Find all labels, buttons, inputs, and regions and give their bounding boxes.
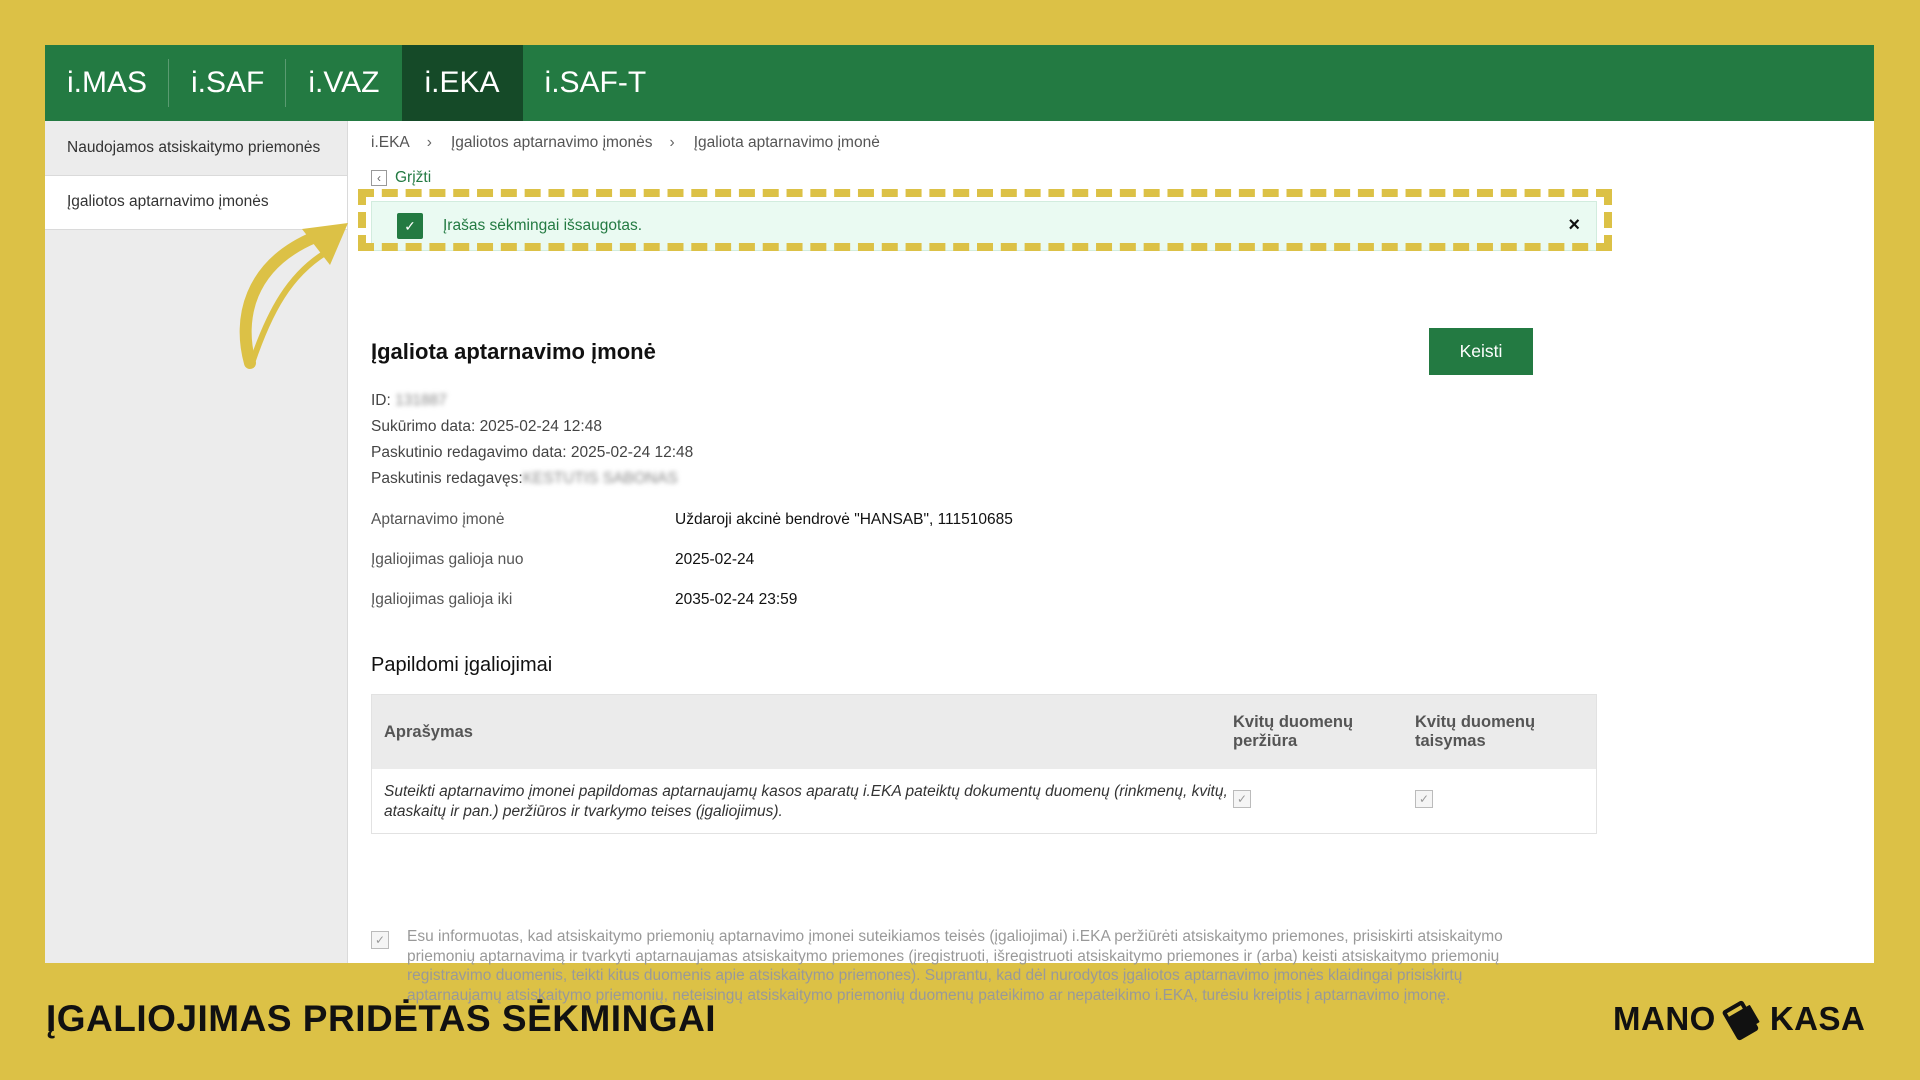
meta-editor [371,466,693,492]
breadcrumb [371,134,880,152]
sidebar-item-authorized-companies[interactable]: Įgaliotos aptarnavimo įmonės [45,176,347,230]
meta-editor-label: Paskutinis redagavęs: [371,470,523,487]
header-edit: Kvitų duomenų taisymas [1415,713,1536,750]
wallet-icon [1720,996,1766,1042]
breadcrumb-separator: › [669,134,675,151]
logo-left-text: MANO [1613,1000,1716,1037]
breadcrumb-item-current: Įgaliota aptarnavimo įmonė [693,134,880,151]
meta-created [371,414,693,440]
permissions-table [371,694,1597,834]
meta-id [371,388,693,414]
caption-title: ĮGALIOJIMAS PRIDĖTAS SĖKMINGAI [46,998,717,1039]
tab-isaf-t[interactable]: i.SAF-T [544,66,647,99]
header-view: Kvitų duomenų peržiūra [1233,713,1354,750]
edit-permission-checkbox[interactable]: ✓ [1415,790,1433,808]
breadcrumb-item-ieka[interactable]: i.EKA [371,134,410,151]
view-permission-checkbox[interactable]: ✓ [1233,790,1251,808]
meta-created-label: Sukūrimo data: [371,418,476,435]
page-title: Įgaliota aptarnavimo įmonė [371,339,656,364]
tab-ivaz[interactable]: i.VAZ [308,66,380,99]
check-icon: ✓ [397,213,423,239]
consent-text: Esu informuotas, kad atsiskaitymo priemonių aptarnavimo įmonei suteikiamos teisės (įgaliojimai) i.EKA peržiūrėti atsiskaitymo priemones, prisiskirti atsiskaitymo priemonių aptarnavimą ir tvarkyti aptarnaujamas atsiskaitymo priemones (įregistruoti, išregistruoti atsiskaitymo priemones ir (arba) keisti atsiskaitymo priemonių registravimo duomenis, teikti kitus duomenis apie atsiskaitymo priemones). Suprantu, kad dėl nurodytos įgaliotos aptarnavimo įmonės klaidingai prisiskirtų aptarnaujamų atsiskaitymo priemonių, neteisingų atsiskaitymo priemonių duomenų pateikimo ar nepateikimo i.EKA, turėsiu kreiptis į aptarnavimo įmonę. [407,928,1503,1004]
tab-imas[interactable]: i.MAS [45,45,169,121]
back-label: Grįžti [395,169,432,186]
sidebar-item-payment-means[interactable]: Naudojamos atsiskaitymo priemonės [45,121,347,176]
app-window [45,45,1874,1004]
main-content [371,121,1633,1004]
header-description: Aprašymas [384,723,473,741]
pointer-arrow-icon [230,215,360,375]
field-value: 2025-02-24 [675,551,755,568]
meta-edited [371,440,693,466]
permissions-title: Papildomi įgaliojimai [371,654,553,676]
meta-edited-label: Paskutinio redagavimo data: [371,444,567,461]
field-label: Įgaliojimas galioja nuo [371,551,524,568]
table-header [372,695,1596,769]
breadcrumb-separator: › [426,134,432,151]
meta-editor-value: KESTUTIS SABONAS [522,470,678,487]
edit-button[interactable]: Keisti [1429,328,1533,375]
field-value: 2035-02-24 23:59 [675,591,798,608]
meta-edited-value: 2025-02-24 12:48 [570,444,694,461]
breadcrumb-item-companies[interactable]: Įgaliotos aptarnavimo įmonės [450,134,653,151]
field-label: Įgaliojimas galioja iki [371,591,513,608]
meta-id-value: 131887 [395,392,447,409]
permission-description: Suteikti aptarnavimo įmonei papildomas aptarnaujamų kasos aparatų i.EKA pateiktų dokumentų duomenų (rinkmenų, kvitų, ataskaitų ir pan.) peržiūros ir tvarkymo teises (įgaliojimus). [384,783,1228,820]
alert-message: Įrašas sėkmingai išsaugotas. [443,217,643,234]
tab-isaf[interactable]: i.SAF [169,45,286,121]
close-icon[interactable]: × [1568,214,1580,236]
consent-checkbox[interactable]: ✓ [371,931,389,949]
logo-right-text: KASA [1769,1000,1866,1037]
logo [1613,996,1865,1042]
meta-id-label: ID: [371,392,391,409]
tab-ieka[interactable]: i.EKA [402,45,523,121]
top-nav [45,45,1874,121]
field-label: Aptarnavimo įmonė [371,511,505,528]
back-link[interactable] [371,169,431,187]
field-value: Uždaroji akcinė bendrovė "HANSAB", 111510685 [675,511,1013,528]
highlight-frame [358,189,1612,251]
meta-created-value: 2025-02-24 12:48 [479,418,602,435]
table-row [372,769,1596,833]
chevron-left-icon: ‹ [371,170,387,186]
record-meta [371,388,693,492]
